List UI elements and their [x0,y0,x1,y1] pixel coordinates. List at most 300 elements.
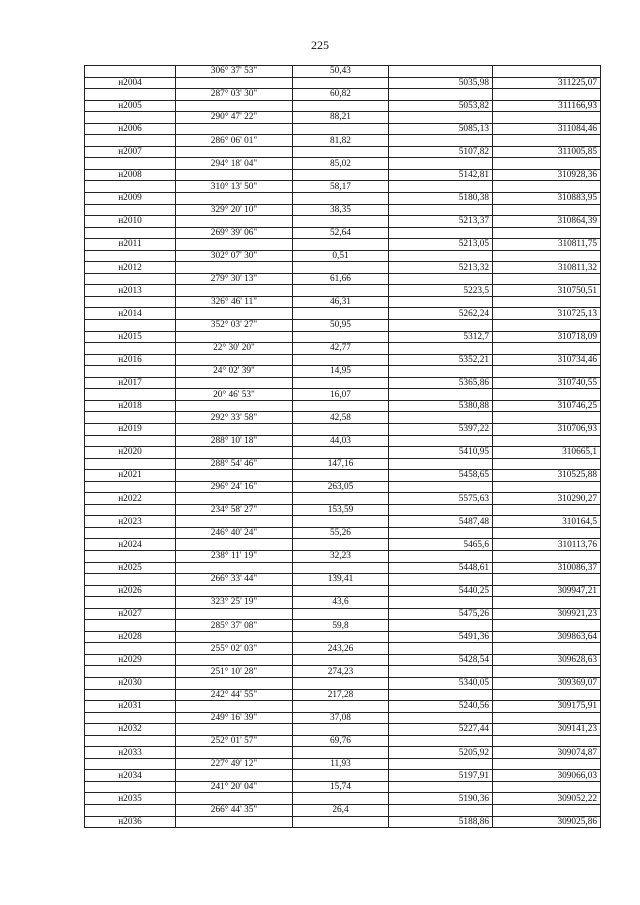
point-name-cell [85,296,176,308]
point-name-cell: н2024 [85,539,176,551]
y-coordinate-cell: 310525,88 [493,470,601,482]
segment-row [85,343,601,355]
segment-length-cell [293,308,389,320]
segment-row [85,158,601,170]
bearing-angle-cell: 288° 10' 18" [176,435,293,447]
y-coordinate-cell [493,481,601,493]
segment-length-cell: 147,16 [293,458,389,470]
bearing-angle-cell [176,677,293,689]
point-row [85,724,601,736]
bearing-angle-cell [176,331,293,343]
point-row [85,216,601,228]
x-coordinate-cell [389,504,493,516]
bearing-angle-cell [176,193,293,205]
point-name-cell: н2034 [85,770,176,782]
bearing-angle-cell: 323° 25' 19" [176,597,293,609]
segment-length-cell: 11,93 [293,758,389,770]
segment-length-cell [293,608,389,620]
bearing-angle-cell: 20° 46' 53" [176,389,293,401]
segment-length-cell: 42,77 [293,343,389,355]
segment-length-cell: 43,6 [293,597,389,609]
bearing-angle-cell [176,747,293,759]
bearing-angle-cell: 241° 20' 04" [176,781,293,793]
y-coordinate-cell: 310746,25 [493,400,601,412]
y-coordinate-cell [493,620,601,632]
segment-length-cell [293,724,389,736]
bearing-angle-cell: 249° 16' 39" [176,712,293,724]
segment-length-cell: 38,35 [293,204,389,216]
segment-row [85,643,601,655]
bearing-angle-cell: 266° 44' 35" [176,805,293,817]
x-coordinate-cell: 5448,61 [389,562,493,574]
coordinates-table-body [85,66,601,828]
x-coordinate-cell: 5487,48 [389,516,493,528]
x-coordinate-cell [389,158,493,170]
point-row [85,262,601,274]
segment-row [85,320,601,332]
segment-length-cell [293,100,389,112]
point-name-cell: н2025 [85,562,176,574]
segment-length-cell [293,146,389,158]
point-name-cell [85,550,176,562]
segment-row [85,112,601,124]
point-name-cell [85,412,176,424]
segment-row [85,181,601,193]
segment-length-cell: 243,26 [293,643,389,655]
segment-row [85,550,601,562]
point-name-cell: н2013 [85,285,176,297]
segment-length-cell [293,770,389,782]
x-coordinate-cell [389,435,493,447]
segment-length-cell: 15,74 [293,781,389,793]
segment-length-cell [293,793,389,805]
segment-length-cell: 274,23 [293,666,389,678]
segment-length-cell [293,447,389,459]
y-coordinate-cell [493,112,601,124]
segment-row [85,227,601,239]
y-coordinate-cell [493,89,601,101]
y-coordinate-cell: 309025,86 [493,816,601,828]
point-row [85,747,601,759]
point-row [85,308,601,320]
point-name-cell [85,273,176,285]
point-name-cell [85,805,176,817]
x-coordinate-cell: 5240,56 [389,701,493,713]
coordinates-table [84,65,601,828]
y-coordinate-cell: 309921,23 [493,608,601,620]
y-coordinate-cell [493,273,601,285]
x-coordinate-cell: 5465,6 [389,539,493,551]
y-coordinate-cell: 310883,95 [493,193,601,205]
y-coordinate-cell [493,574,601,586]
point-name-cell: н2012 [85,262,176,274]
y-coordinate-cell [493,412,601,424]
y-coordinate-cell [493,458,601,470]
point-name-cell: н2022 [85,493,176,505]
point-row [85,377,601,389]
bearing-angle-cell [176,701,293,713]
point-row [85,631,601,643]
point-row [85,354,601,366]
bearing-angle-cell [176,516,293,528]
point-name-cell: н2023 [85,516,176,528]
segment-length-cell: 61,66 [293,273,389,285]
segment-length-cell: 59,8 [293,620,389,632]
segment-row [85,458,601,470]
point-row [85,331,601,343]
point-row [85,146,601,158]
point-name-cell [85,227,176,239]
segment-length-cell [293,354,389,366]
bearing-angle-cell [176,100,293,112]
segment-length-cell: 46,31 [293,296,389,308]
point-name-cell [85,758,176,770]
segment-length-cell [293,216,389,228]
point-name-cell [85,504,176,516]
y-coordinate-cell: 309947,21 [493,585,601,597]
point-name-cell: н2017 [85,377,176,389]
y-coordinate-cell: 311084,46 [493,123,601,135]
segment-row [85,89,601,101]
segment-length-cell [293,562,389,574]
point-row [85,239,601,251]
segment-length-cell [293,262,389,274]
x-coordinate-cell [389,389,493,401]
x-coordinate-cell [389,781,493,793]
x-coordinate-cell: 5213,05 [389,239,493,251]
page-number: 225 [311,38,329,52]
y-coordinate-cell: 309863,64 [493,631,601,643]
x-coordinate-cell [389,527,493,539]
y-coordinate-cell [493,227,601,239]
segment-length-cell [293,77,389,89]
y-coordinate-cell: 310665,1 [493,447,601,459]
x-coordinate-cell: 5475,26 [389,608,493,620]
segment-row [85,735,601,747]
point-row [85,816,601,828]
y-coordinate-cell [493,643,601,655]
point-name-cell: н2036 [85,816,176,828]
x-coordinate-cell [389,112,493,124]
x-coordinate-cell [389,296,493,308]
point-name-cell [85,112,176,124]
point-name-cell [85,458,176,470]
bearing-angle-cell [176,585,293,597]
bearing-angle-cell [176,539,293,551]
segment-row [85,296,601,308]
point-row [85,77,601,89]
bearing-angle-cell [176,354,293,366]
bearing-angle-cell [176,470,293,482]
x-coordinate-cell: 5085,13 [389,123,493,135]
point-row [85,193,601,205]
bearing-angle-cell: 352° 03' 27" [176,320,293,332]
x-coordinate-cell: 5227,44 [389,724,493,736]
point-name-cell [85,435,176,447]
segment-length-cell [293,169,389,181]
segment-length-cell: 88,21 [293,112,389,124]
y-coordinate-cell: 309628,63 [493,654,601,666]
segment-length-cell: 85,02 [293,158,389,170]
segment-length-cell [293,631,389,643]
point-name-cell: н2035 [85,793,176,805]
point-row [85,493,601,505]
point-row [85,562,601,574]
segment-length-cell: 32,23 [293,550,389,562]
x-coordinate-cell: 5428,54 [389,654,493,666]
x-coordinate-cell: 5458,65 [389,470,493,482]
bearing-angle-cell [176,423,293,435]
x-coordinate-cell: 5205,92 [389,747,493,759]
segment-length-cell: 26,4 [293,805,389,817]
x-coordinate-cell [389,320,493,332]
segment-length-cell [293,239,389,251]
y-coordinate-cell: 310864,39 [493,216,601,228]
y-coordinate-cell [493,320,601,332]
y-coordinate-cell: 311166,93 [493,100,601,112]
x-coordinate-cell: 5053,82 [389,100,493,112]
y-coordinate-cell [493,758,601,770]
bearing-angle-cell: 279° 30' 13" [176,273,293,285]
segment-length-cell: 69,76 [293,735,389,747]
point-name-cell [85,620,176,632]
point-name-cell: н2005 [85,100,176,112]
segment-row [85,597,601,609]
x-coordinate-cell [389,758,493,770]
y-coordinate-cell [493,805,601,817]
y-coordinate-cell: 309074,87 [493,747,601,759]
y-coordinate-cell [493,435,601,447]
y-coordinate-cell: 310718,09 [493,331,601,343]
segment-row [85,781,601,793]
bearing-angle-cell: 22° 30' 20" [176,343,293,355]
point-name-cell: н2007 [85,146,176,158]
point-name-cell: н2015 [85,331,176,343]
bearing-angle-cell: 329° 20' 10" [176,204,293,216]
bearing-angle-cell [176,770,293,782]
bearing-angle-cell [176,308,293,320]
segment-row [85,620,601,632]
y-coordinate-cell [493,135,601,147]
bearing-angle-cell [176,654,293,666]
point-name-cell: н2030 [85,677,176,689]
point-name-cell [85,204,176,216]
y-coordinate-cell: 309141,23 [493,724,601,736]
segment-row [85,250,601,262]
bearing-angle-cell [176,123,293,135]
bearing-angle-cell [176,169,293,181]
y-coordinate-cell [493,66,601,78]
bearing-angle-cell [176,447,293,459]
x-coordinate-cell [389,712,493,724]
point-name-cell [85,712,176,724]
bearing-angle-cell: 286° 06' 01" [176,135,293,147]
y-coordinate-cell: 310928,36 [493,169,601,181]
x-coordinate-cell [389,366,493,378]
segment-row [85,666,601,678]
bearing-angle-cell [176,793,293,805]
segment-length-cell [293,816,389,828]
bearing-angle-cell [176,493,293,505]
x-coordinate-cell [389,181,493,193]
segment-length-cell: 42,58 [293,412,389,424]
x-coordinate-cell: 5380,88 [389,400,493,412]
x-coordinate-cell: 5213,32 [389,262,493,274]
x-coordinate-cell: 5410,95 [389,447,493,459]
segment-row [85,504,601,516]
point-name-cell [85,89,176,101]
bearing-angle-cell: 252° 01' 57" [176,735,293,747]
segment-row [85,273,601,285]
bearing-angle-cell: 269° 39' 06" [176,227,293,239]
x-coordinate-cell [389,135,493,147]
x-coordinate-cell [389,574,493,586]
bearing-angle-cell: 266° 33' 44" [176,574,293,586]
point-name-cell [85,643,176,655]
point-name-cell: н2004 [85,77,176,89]
x-coordinate-cell [389,204,493,216]
point-row [85,770,601,782]
point-name-cell [85,574,176,586]
point-row [85,470,601,482]
segment-row [85,366,601,378]
segment-length-cell [293,701,389,713]
bearing-angle-cell [176,724,293,736]
x-coordinate-cell: 5440,25 [389,585,493,597]
segment-length-cell [293,470,389,482]
bearing-angle-cell: 24° 02' 39" [176,366,293,378]
segment-length-cell [293,539,389,551]
y-coordinate-cell [493,389,601,401]
y-coordinate-cell [493,343,601,355]
point-name-cell [85,666,176,678]
segment-length-cell: 58,17 [293,181,389,193]
x-coordinate-cell: 5223,5 [389,285,493,297]
y-coordinate-cell: 310734,46 [493,354,601,366]
bearing-angle-cell: 238° 11' 19" [176,550,293,562]
segment-row [85,574,601,586]
segment-length-cell [293,285,389,297]
bearing-angle-cell: 290° 47' 22" [176,112,293,124]
point-name-cell [85,66,176,78]
segment-length-cell: 60,82 [293,89,389,101]
segment-row [85,435,601,447]
y-coordinate-cell [493,712,601,724]
bearing-angle-cell [176,400,293,412]
y-coordinate-cell: 310811,32 [493,262,601,274]
point-row [85,400,601,412]
x-coordinate-cell [389,412,493,424]
segment-row [85,204,601,216]
x-coordinate-cell [389,735,493,747]
point-row [85,100,601,112]
x-coordinate-cell: 5142,81 [389,169,493,181]
x-coordinate-cell: 5213,37 [389,216,493,228]
point-name-cell: н2032 [85,724,176,736]
x-coordinate-cell [389,597,493,609]
y-coordinate-cell [493,366,601,378]
x-coordinate-cell: 5107,82 [389,146,493,158]
point-name-cell [85,343,176,355]
bearing-angle-cell: 288° 54' 46" [176,458,293,470]
bearing-angle-cell [176,262,293,274]
x-coordinate-cell: 5352,21 [389,354,493,366]
segment-row [85,481,601,493]
y-coordinate-cell [493,689,601,701]
segment-length-cell: 50,43 [293,66,389,78]
segment-length-cell [293,423,389,435]
segment-row [85,805,601,817]
bearing-angle-cell: 242° 44' 55" [176,689,293,701]
point-name-cell: н2033 [85,747,176,759]
point-name-cell [85,158,176,170]
point-name-cell [85,735,176,747]
segment-row [85,689,601,701]
point-row [85,585,601,597]
bearing-angle-cell [176,562,293,574]
segment-length-cell: 139,41 [293,574,389,586]
y-coordinate-cell: 309175,91 [493,701,601,713]
point-row [85,169,601,181]
segment-length-cell [293,493,389,505]
point-row [85,608,601,620]
segment-length-cell [293,377,389,389]
point-name-cell: н2018 [85,400,176,412]
bearing-angle-cell: 310° 13' 50" [176,181,293,193]
y-coordinate-cell: 311225,07 [493,77,601,89]
x-coordinate-cell [389,89,493,101]
x-coordinate-cell: 5188,86 [389,816,493,828]
point-name-cell: н2029 [85,654,176,666]
point-name-cell: н2011 [85,239,176,251]
y-coordinate-cell [493,597,601,609]
x-coordinate-cell [389,805,493,817]
segment-length-cell [293,654,389,666]
segment-length-cell [293,123,389,135]
bearing-angle-cell [176,216,293,228]
bearing-angle-cell: 296° 24' 16" [176,481,293,493]
x-coordinate-cell: 5262,24 [389,308,493,320]
x-coordinate-cell [389,550,493,562]
x-coordinate-cell: 5491,36 [389,631,493,643]
segment-length-cell: 217,28 [293,689,389,701]
y-coordinate-cell [493,296,601,308]
bearing-angle-cell: 306° 37' 53" [176,66,293,78]
point-name-cell: н2010 [85,216,176,228]
point-row [85,539,601,551]
segment-length-cell: 52,64 [293,227,389,239]
y-coordinate-cell: 309066,03 [493,770,601,782]
y-coordinate-cell [493,781,601,793]
segment-length-cell: 37,08 [293,712,389,724]
point-row [85,701,601,713]
y-coordinate-cell [493,204,601,216]
segment-length-cell: 153,59 [293,504,389,516]
x-coordinate-cell: 5575,63 [389,493,493,505]
x-coordinate-cell [389,689,493,701]
bearing-angle-cell: 292° 33' 58" [176,412,293,424]
segment-length-cell [293,193,389,205]
point-name-cell: н2009 [85,193,176,205]
segment-row [85,712,601,724]
segment-row [85,389,601,401]
point-row [85,654,601,666]
point-name-cell [85,689,176,701]
x-coordinate-cell: 5190,36 [389,793,493,805]
bearing-angle-cell [176,377,293,389]
segment-length-cell [293,585,389,597]
y-coordinate-cell: 311005,85 [493,146,601,158]
